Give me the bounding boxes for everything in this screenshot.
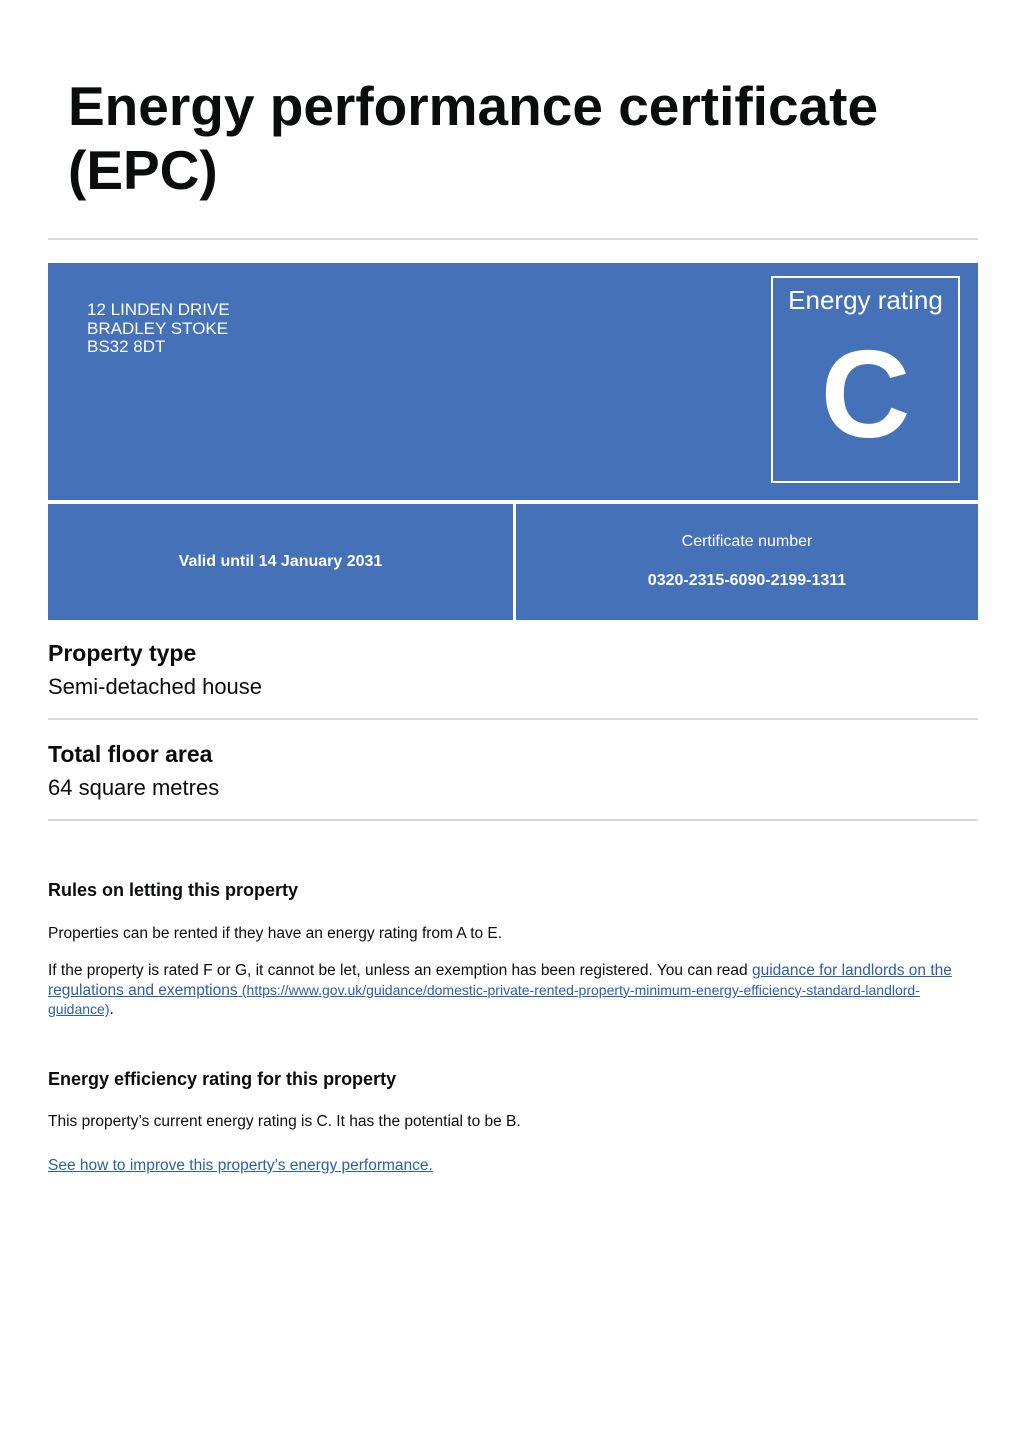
valid-until-text: Valid until 14 January 2031 (178, 553, 383, 570)
page-title: Energy performance certificate (EPC) (68, 75, 879, 201)
title-divider (48, 238, 978, 240)
landlord-guidance-link-text[interactable]: guidance for landlords on the regulations and exemptions (48, 962, 952, 999)
property-type-divider (48, 718, 978, 720)
address-postcode: BS32 8DT (87, 337, 166, 356)
energy-rating-letter: C (820, 326, 911, 464)
certificate-number-value: 0320-2315-6090-2199-1311 (647, 572, 847, 589)
letting-rules-paragraph-1: Properties can be rented if they have an energy rating from A to E. (48, 925, 503, 942)
improve-performance-link[interactable]: See how to improve this property’s energy performance. (48, 1157, 433, 1174)
address-line-2: BRADLEY STOKE (87, 318, 229, 338)
certificate-panel (516, 504, 978, 620)
efficiency-rating-heading: Energy efficiency rating for this property (48, 1069, 397, 1089)
letting-rules-heading: Rules on letting this property (48, 880, 299, 900)
address-line-1: 12 LINDEN DRIVE (87, 300, 230, 319)
property-address (87, 301, 230, 357)
floor-area-divider (48, 819, 978, 821)
property-type-value: Semi-detached house (48, 674, 263, 699)
address-rating-panel (48, 263, 978, 500)
energy-rating-box (771, 276, 960, 483)
letting-rules-paragraph-2-suffix: . (109, 1001, 114, 1018)
certificate-number-label: Certificate number (681, 533, 813, 550)
validity-panel (48, 504, 513, 620)
landlord-guidance-link-url[interactable]: (https://www.gov.uk/guidance/domestic-private-rented-property-minimum-energy-efficiency-standard-landlord-guidance) (48, 981, 920, 1017)
floor-area-label: Total floor area (48, 741, 213, 767)
energy-rating-label: Energy rating (788, 285, 943, 315)
property-type-label: Property type (48, 640, 197, 666)
floor-area-value: 64 square metres (48, 775, 220, 800)
letting-rules-paragraph-2-prefix: If the property is rated F or G, it cannot be let, unless an exemption has been registered. You can read (48, 962, 752, 979)
efficiency-rating-paragraph: This property’s current energy rating is C. It has the potential to be B. (48, 1113, 521, 1130)
letting-rules-paragraph-2 (48, 962, 978, 1020)
summary-panel (48, 263, 978, 620)
